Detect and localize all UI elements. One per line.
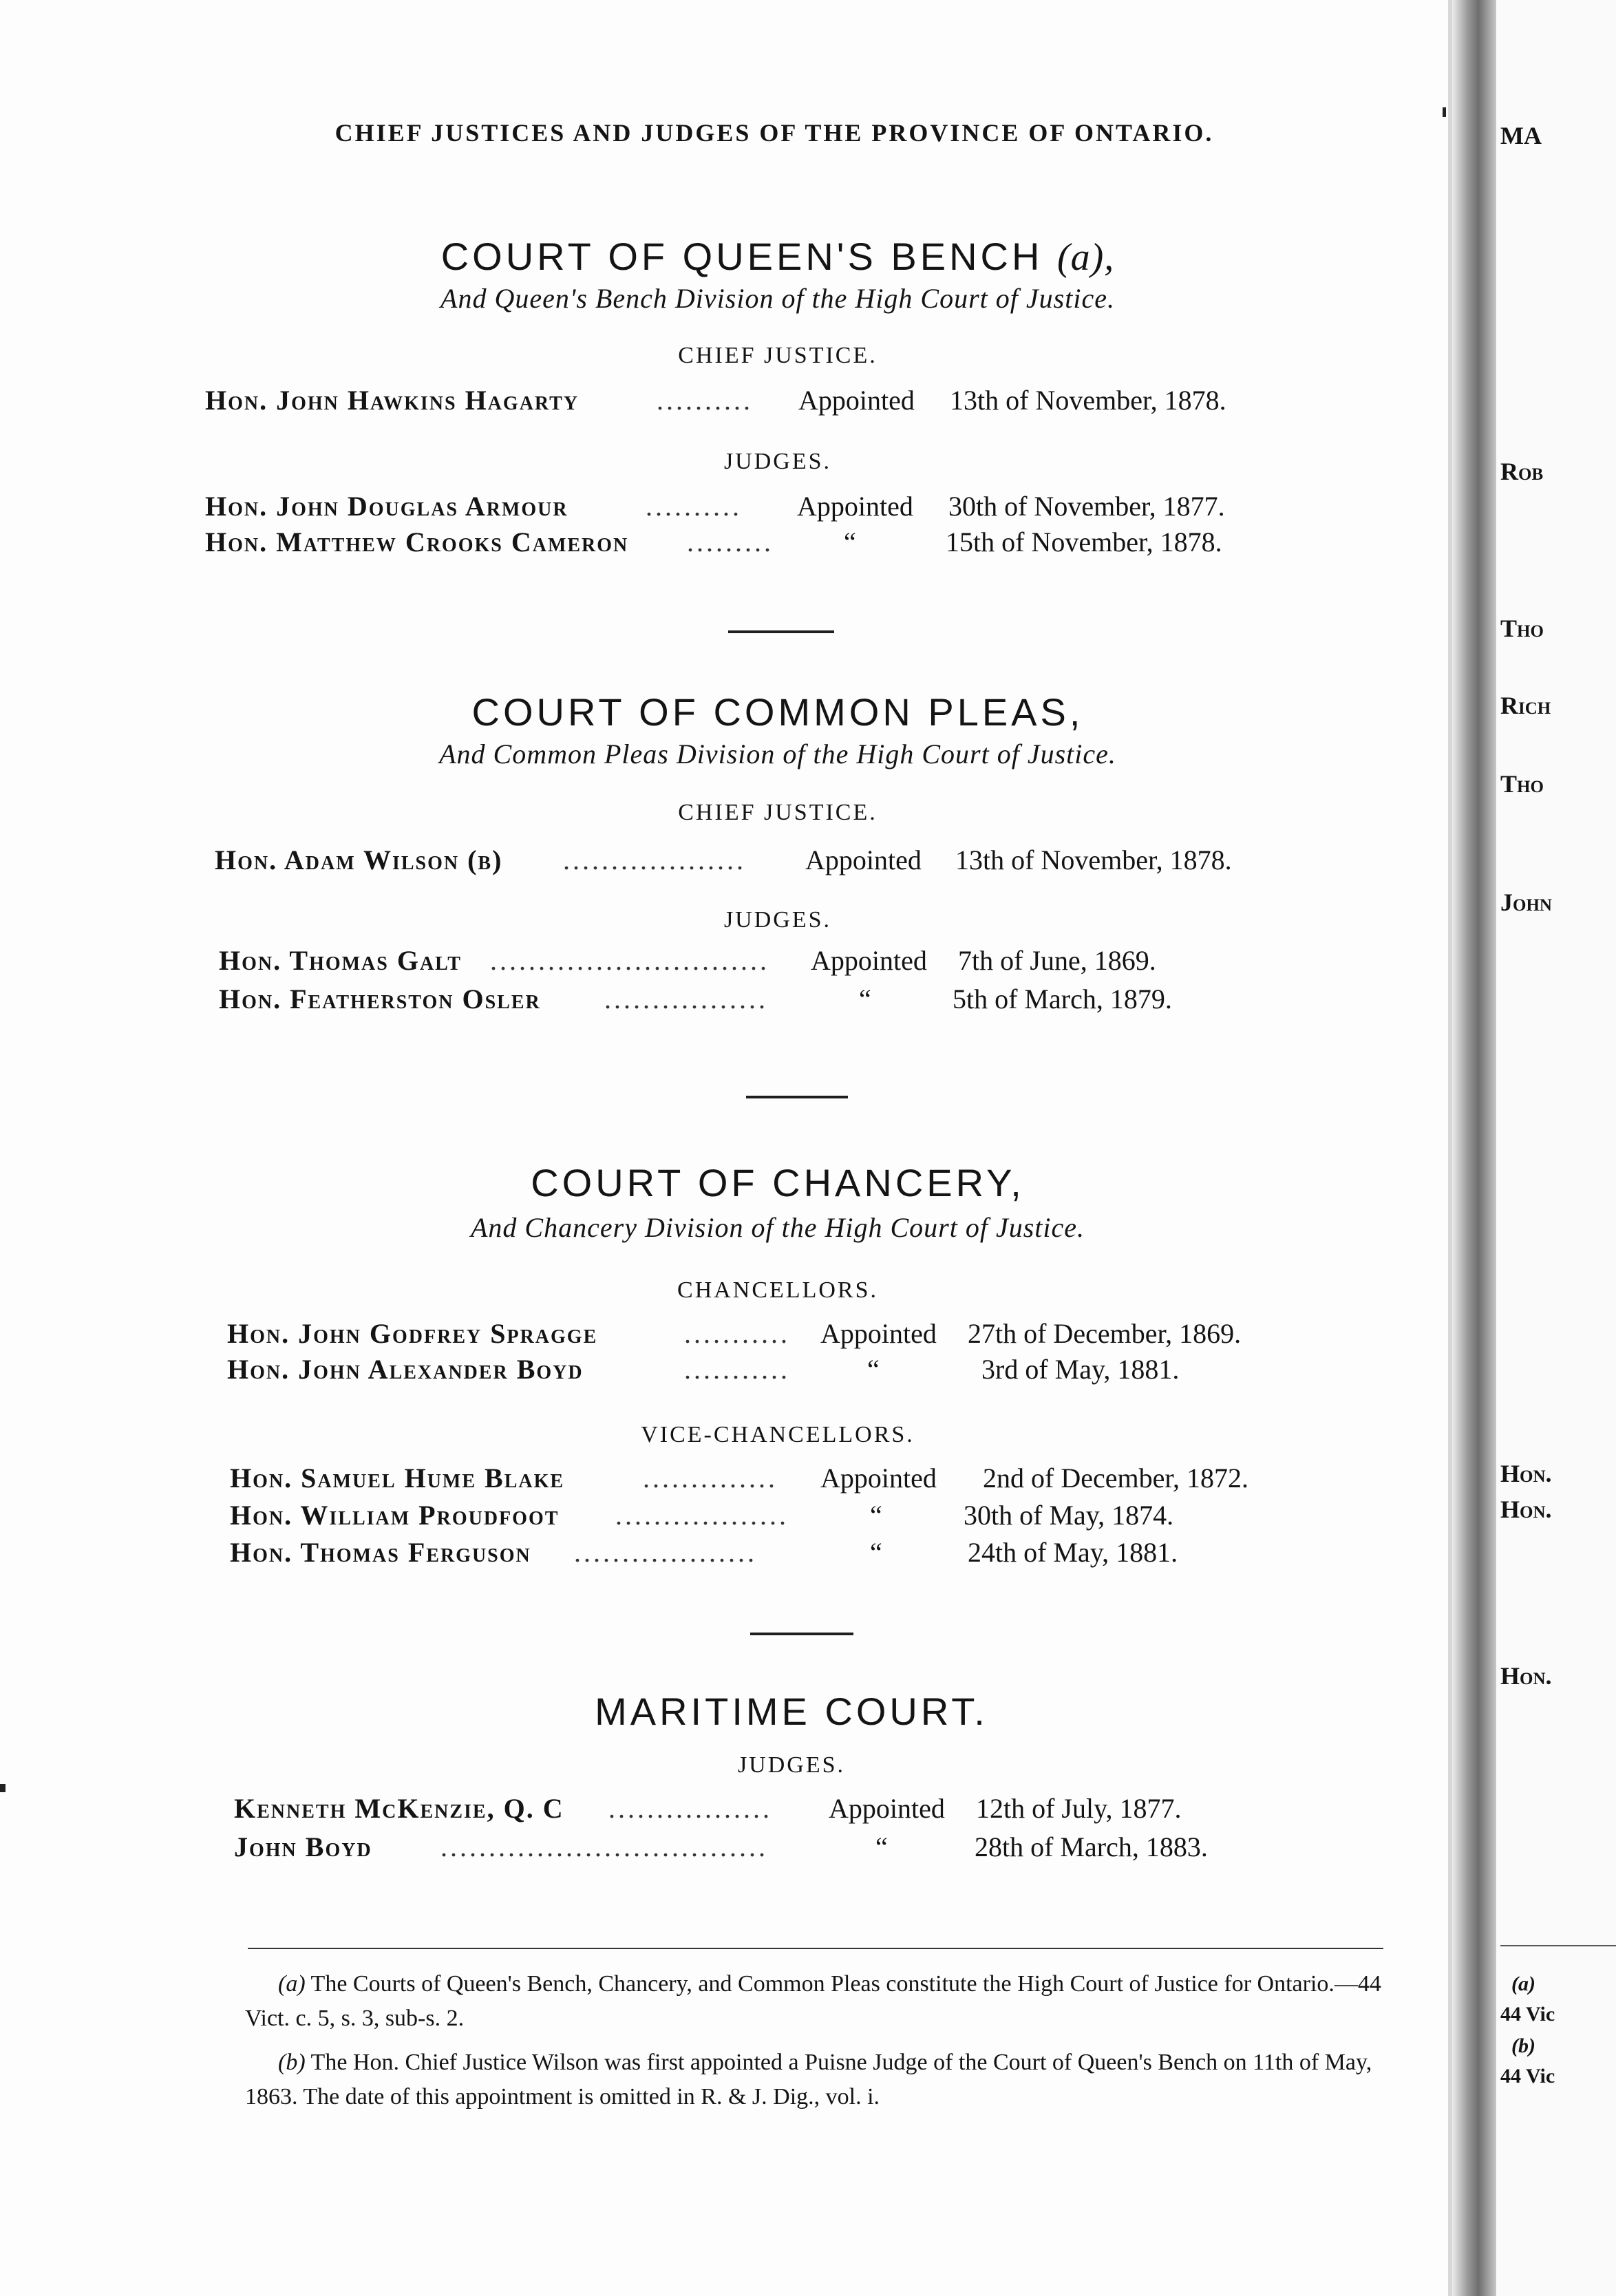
group-heading: CHANCELLORS. — [677, 1277, 878, 1303]
section-divider — [750, 1633, 853, 1635]
ditto-mark: “ — [859, 984, 871, 1014]
court-subtitle: And Chancery Division of the High Court of Justice. — [471, 1212, 1085, 1243]
judge-name: Hon. Adam Wilson (b) — [215, 844, 503, 875]
judge-name: John Boyd — [234, 1831, 372, 1862]
appointment-row — [205, 384, 1320, 420]
group-heading: CHIEF JUSTICE. — [678, 343, 878, 368]
scan-artifact — [0, 1784, 6, 1792]
appointment-row — [230, 1499, 1331, 1535]
appointed-label: Appointed — [798, 385, 915, 416]
appointed-label: Appointed — [820, 1318, 937, 1349]
ditto-mark: “ — [844, 527, 856, 557]
facing-name-fragment: Rob — [1500, 458, 1544, 485]
facing-name-fragment: Hon. — [1500, 1496, 1552, 1523]
leader-dots: .................. — [615, 1500, 789, 1531]
leader-dots: ............................. — [490, 945, 769, 976]
appointment-date: 30th of November, 1877. — [948, 491, 1225, 522]
footnote-tag: (b) — [278, 2050, 306, 2075]
court-title-queens-bench — [193, 234, 1363, 279]
ditto-mark: “ — [870, 1500, 882, 1531]
footnote-mark-a: (a), — [1057, 236, 1115, 279]
appointment-date: 13th of November, 1878. — [950, 385, 1226, 416]
facing-footnote-rule — [1500, 1945, 1616, 1946]
leader-dots: ......... — [687, 527, 774, 557]
appointment-row — [230, 1462, 1331, 1498]
judge-name: Kenneth McKenzie, Q. C — [234, 1793, 564, 1824]
facing-name-fragment: Tho — [1500, 615, 1544, 642]
appointment-row — [234, 1831, 1335, 1867]
ditto-mark: “ — [875, 1831, 888, 1862]
facing-name-fragment: Rich — [1500, 692, 1551, 719]
leader-dots: ................... — [563, 844, 746, 875]
facing-footnote-fragment: 44 Vic — [1500, 2065, 1555, 2087]
facing-footnote-fragment: (a) — [1511, 1973, 1535, 1995]
court-title-chancery: COURT OF CHANCERY, — [531, 1161, 1025, 1204]
scan-artifact — [1443, 107, 1446, 117]
appointment-date: 13th of November, 1878. — [955, 844, 1232, 875]
leader-dots: .................................. — [440, 1831, 768, 1862]
ditto-mark: “ — [867, 1354, 880, 1385]
facing-name-fragment: Hon. — [1500, 1460, 1552, 1487]
leader-dots: .......... — [646, 491, 742, 522]
judge-name: Hon. Thomas Ferguson — [230, 1537, 531, 1568]
footnote-text: The Hon. Chief Justice Wilson was first appointed a Puisne Judge of the Court of Queen's Bench on 11th of May, 1863. The date of this appointment is omitted in R. & J. Dig., vol. i. — [245, 2050, 1372, 2109]
appointment-date: 28th of March, 1883. — [975, 1831, 1208, 1862]
footnote-text: The Courts of Queen's Bench, Chancery, and Common Pleas constitute the High Court of Justice for Ontario.—44 Vict. c. 5, s. 3, sub-s. 2. — [245, 1971, 1381, 2031]
facing-footnote-fragment: 44 Vic — [1500, 2003, 1555, 2026]
judge-name: Hon. John Hawkins Hagarty — [205, 385, 580, 416]
appointment-row — [227, 1317, 1328, 1353]
leader-dots: .......... — [657, 385, 753, 416]
group-heading: CHIEF JUSTICE. — [678, 800, 878, 825]
footnote-tag: (a) — [278, 1971, 306, 1997]
appointment-row — [230, 1536, 1331, 1572]
court-subtitle: And Common Pleas Division of the High Court of Justice. — [439, 738, 1116, 769]
leader-dots: ........... — [684, 1354, 790, 1385]
judge-name: Hon. Samuel Hume Blake — [230, 1463, 565, 1494]
leader-dots: ................. — [604, 984, 768, 1014]
facing-footnote-fragment: (b) — [1511, 2034, 1535, 2057]
group-heading: JUDGES. — [723, 449, 832, 474]
appointed-label: Appointed — [797, 491, 913, 522]
appointment-date: 7th of June, 1869. — [958, 945, 1156, 976]
footnote-b — [245, 2045, 1388, 2114]
facing-name-fragment: Tho — [1500, 770, 1544, 798]
facing-name-fragment: John — [1500, 889, 1552, 916]
facing-page — [1496, 0, 1616, 2296]
appointment-row — [234, 1792, 1335, 1828]
court-subtitle: And Queen's Bench Division of the High Court of Justice. — [440, 283, 1115, 314]
appointment-date: 5th of March, 1879. — [953, 984, 1172, 1014]
facing-running-head: MA — [1500, 122, 1542, 149]
section-divider — [728, 630, 834, 633]
leader-dots: .............. — [643, 1463, 778, 1494]
judge-name: Hon. Featherston Osler — [219, 984, 541, 1014]
court-title-maritime: MARITIME COURT. — [595, 1690, 988, 1733]
appointment-date: 24th of May, 1881. — [968, 1537, 1178, 1568]
group-heading: JUDGES. — [723, 907, 832, 933]
judge-name: Hon. John Douglas Armour — [205, 491, 568, 522]
footnote-a — [245, 1967, 1388, 2036]
footnote-rule — [248, 1948, 1383, 1949]
group-heading: JUDGES. — [737, 1752, 846, 1778]
appointed-label: Appointed — [811, 945, 927, 976]
court-title-common-pleas: COURT OF COMMON PLEAS, — [471, 690, 1084, 734]
ditto-mark: “ — [870, 1537, 882, 1568]
appointment-row — [205, 526, 1320, 562]
appointment-row — [219, 983, 1320, 1019]
appointment-row — [215, 844, 1316, 880]
appointed-label: Appointed — [829, 1793, 945, 1824]
appointment-row — [219, 944, 1320, 980]
leader-dots: ........... — [684, 1318, 790, 1349]
facing-name-fragment: Hon. — [1500, 1662, 1552, 1690]
leader-dots: ................... — [574, 1537, 757, 1568]
judge-name: Hon. William Proudfoot — [230, 1500, 560, 1531]
judge-name: Hon. Thomas Galt — [219, 945, 462, 976]
appointment-date: 27th of December, 1869. — [968, 1318, 1242, 1349]
appointment-row — [227, 1353, 1328, 1389]
appointment-date: 30th of May, 1874. — [964, 1500, 1174, 1531]
leader-dots: ................. — [608, 1793, 772, 1824]
appointment-date: 12th of July, 1877. — [976, 1793, 1182, 1824]
court-title-text: COURT OF QUEEN'S BENCH — [440, 235, 1043, 278]
appointment-date: 3rd of May, 1881. — [981, 1354, 1180, 1385]
judge-name: Hon. Matthew Crooks Cameron — [205, 527, 629, 557]
appointed-label: Appointed — [805, 844, 922, 875]
judge-name: Hon. John Godfrey Spragge — [227, 1318, 598, 1349]
judge-name: Hon. John Alexander Boyd — [227, 1354, 584, 1385]
appointment-date: 2nd of December, 1872. — [983, 1463, 1249, 1494]
appointment-row — [205, 490, 1320, 526]
book-gutter — [1452, 0, 1496, 2296]
appointed-label: Appointed — [820, 1463, 937, 1494]
running-head: CHIEF JUSTICES AND JUDGES OF THE PROVINCE OF ONTARIO. — [334, 119, 1214, 147]
section-divider — [746, 1096, 848, 1098]
appointment-date: 15th of November, 1878. — [946, 527, 1222, 557]
group-heading: VICE-CHANCELLORS. — [641, 1422, 915, 1447]
